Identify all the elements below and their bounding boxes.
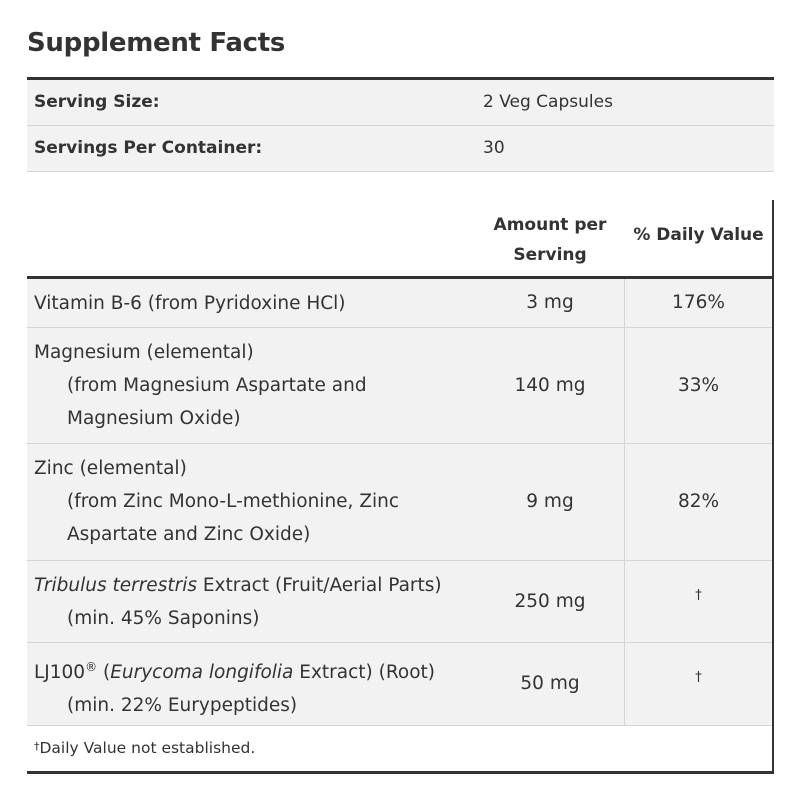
amount-header-line2: Serving bbox=[513, 245, 587, 265]
serving-size-label: Serving Size: bbox=[34, 92, 160, 112]
page-title: Supplement Facts bbox=[27, 28, 286, 58]
nutrient-brand-name: LJ100 bbox=[34, 662, 86, 684]
nutrient-daily-value: 82% bbox=[677, 491, 720, 512]
footnote bbox=[27, 726, 772, 774]
table-right-border bbox=[772, 200, 774, 774]
nutrient-source-cont: Aspartate and Zinc Oxide) bbox=[67, 524, 311, 545]
table-row bbox=[27, 444, 772, 561]
paren-open: ( bbox=[97, 662, 111, 684]
nutrient-amount: 3 mg bbox=[526, 292, 574, 313]
registered-mark: ® bbox=[85, 660, 98, 674]
nutrient-source-cont: Magnesium Oxide) bbox=[67, 408, 241, 429]
daily-value-header: % Daily Value bbox=[633, 225, 764, 245]
table-row bbox=[27, 328, 772, 444]
nutrient-name bbox=[34, 651, 435, 722]
nutrient-daily-value: 33% bbox=[677, 375, 720, 396]
nutrient-name bbox=[34, 336, 367, 435]
servings-per-container-label: Servings Per Container: bbox=[34, 138, 263, 158]
supplement-facts-table bbox=[27, 200, 774, 774]
nutrient-latin-name: Eurycoma longifolia bbox=[110, 662, 294, 684]
table-row bbox=[27, 643, 772, 726]
nutrient-label: Extract (Fruit/Aerial Parts) bbox=[196, 575, 442, 596]
nutrient-label: Zinc (elemental) bbox=[34, 458, 187, 479]
serving-size-value: 2 Veg Capsules bbox=[483, 92, 613, 112]
nutrient-amount: 140 mg bbox=[514, 375, 586, 396]
dagger-symbol: † bbox=[34, 740, 40, 753]
nutrient-amount: 250 mg bbox=[514, 591, 586, 612]
nutrient-amount: 50 mg bbox=[520, 673, 580, 694]
nutrient-daily-value: † bbox=[695, 670, 702, 685]
nutrient-source: (from Magnesium Aspartate and bbox=[67, 375, 367, 396]
table-row bbox=[27, 561, 772, 643]
amount-per-serving-header bbox=[475, 210, 625, 270]
nutrient-daily-value: † bbox=[695, 588, 702, 603]
nutrient-name bbox=[34, 452, 399, 551]
nutrient-name bbox=[34, 569, 442, 635]
nutrient-latin-name: Tribulus terrestris bbox=[34, 575, 197, 596]
footnote-text: Daily Value not established. bbox=[39, 739, 256, 757]
nutrient-label: Vitamin B-6 (from Pyridoxine HCl) bbox=[34, 293, 346, 314]
servings-per-container-value: 30 bbox=[483, 138, 505, 158]
table-row bbox=[27, 279, 772, 328]
table-header bbox=[27, 200, 774, 279]
nutrient-standardization: (min. 22% Eurypeptides) bbox=[67, 695, 298, 717]
nutrient-amount: 9 mg bbox=[526, 491, 574, 512]
amount-header-line1: Amount per bbox=[493, 215, 607, 235]
serving-info bbox=[27, 77, 774, 172]
nutrient-source: (from Zinc Mono-L-methionine, Zinc bbox=[67, 491, 400, 512]
serving-size-row bbox=[27, 80, 774, 126]
nutrient-label: Magnesium (elemental) bbox=[34, 342, 254, 363]
nutrient-standardization: (min. 45% Saponins) bbox=[67, 608, 260, 629]
nutrient-daily-value: 176% bbox=[672, 292, 725, 313]
nutrient-label: Extract) (Root) bbox=[293, 662, 435, 684]
servings-per-container-row bbox=[27, 126, 774, 172]
nutrient-name bbox=[34, 287, 346, 320]
